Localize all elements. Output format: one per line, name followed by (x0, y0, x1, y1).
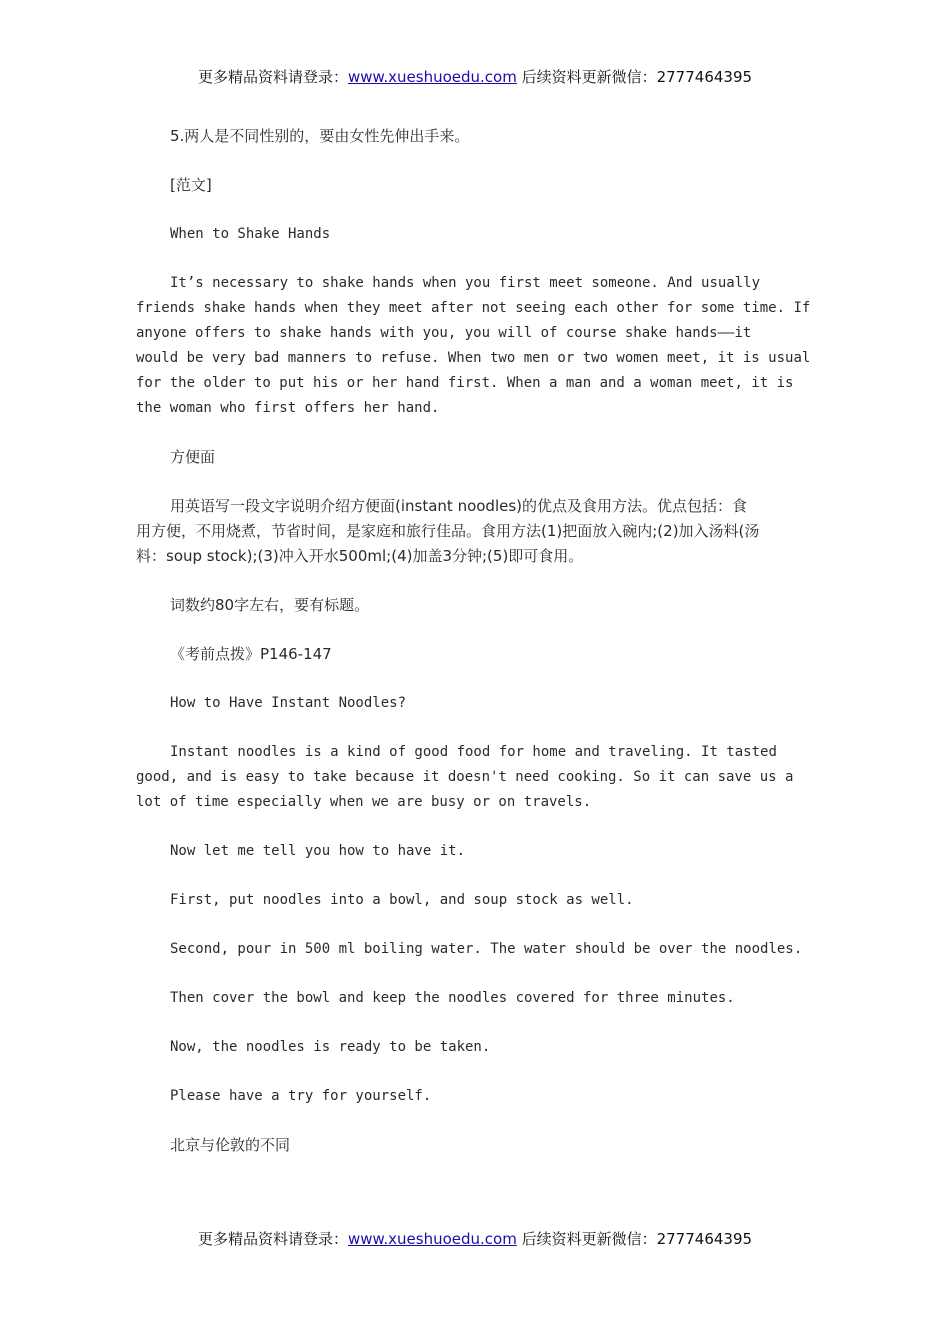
item-5: 5.两人是不同性别的，要由女性先伸出手来。 (170, 127, 470, 145)
section-heading: 方便面 (170, 448, 216, 466)
page-header (0, 66, 950, 87)
document-body (136, 124, 818, 1182)
essay-line-second: Second, pour in 500 ml boiling water. The water should be over the noodles. (170, 941, 803, 957)
paragraph-line: good, and is easy to take because it doesn't need cooking. So it can save us a (136, 769, 794, 785)
task-line: 用英语写一段文字说明介绍方便面(instant noodles)的优点及食用方法。优点包括：食 (170, 497, 748, 515)
paragraph-line: lot of time especially when we are busy or on travels. (136, 794, 592, 810)
word-count-note: 词数约80字左右，要有标题。 (170, 596, 370, 614)
task-line: 料：soup stock);(3)冲入开水500ml;(4)加盖3分钟;(5)即可食用。 (136, 547, 584, 565)
paragraph-line: anyone offers to shake hands with you, you will of course shake hands——it (136, 325, 752, 341)
essay-title: How to Have Instant Noodles? (170, 695, 407, 711)
paragraph-line: would be very bad manners to refuse. When two men or two women meet, it is usual (136, 350, 811, 366)
task-line: 用方便，不用烧煮，节省时间，是家庭和旅行佳品。食用方法(1)把面放入碗内;(2)加入汤料(汤 (136, 522, 760, 540)
task-description (136, 494, 818, 569)
footer-link[interactable]: www.xueshuoedu.com (347, 1230, 517, 1248)
sample-title: When to Shake Hands (170, 226, 331, 242)
paragraph-line: friends shake hands when they meet after not seeing each other for some time. If (136, 300, 811, 316)
page-footer (0, 1228, 950, 1249)
header-suffix: 后续资料更新微信：2777464395 (516, 68, 753, 86)
paragraph-line: Instant noodles is a kind of good food for home and traveling. It tasted (170, 744, 777, 760)
header-prefix: 更多精品资料请登录： (197, 68, 348, 86)
section-heading-beijing-london: 北京与伦敦的不同 (170, 1136, 291, 1154)
footer-suffix: 后续资料更新微信：2777464395 (516, 1230, 753, 1248)
essay-line-try: Please have a try for yourself. (170, 1088, 432, 1104)
paragraph-line: It’s necessary to shake hands when you first meet someone. And usually (170, 275, 761, 291)
essay-line-now: Now let me tell you how to have it. (170, 843, 466, 859)
essay-paragraph (136, 740, 818, 815)
essay-line-then: Then cover the bowl and keep the noodles covered for three minutes. (170, 990, 735, 1006)
paragraph-line: the woman who first offers her hand. (136, 400, 440, 416)
header-link[interactable]: www.xueshuoedu.com (347, 68, 517, 86)
sample-paragraph (136, 271, 818, 421)
essay-line-first: First, put noodles into a bowl, and soup stock as well. (170, 892, 634, 908)
essay-line-ready: Now, the noodles is ready to be taken. (170, 1039, 491, 1055)
footer-prefix: 更多精品资料请登录： (197, 1230, 348, 1248)
source-reference: 《考前点拨》P146-147 (170, 645, 332, 663)
paragraph-line: for the older to put his or her hand first. When a man and a woman meet, it is (136, 375, 794, 391)
sample-label: [范文] (170, 176, 212, 194)
